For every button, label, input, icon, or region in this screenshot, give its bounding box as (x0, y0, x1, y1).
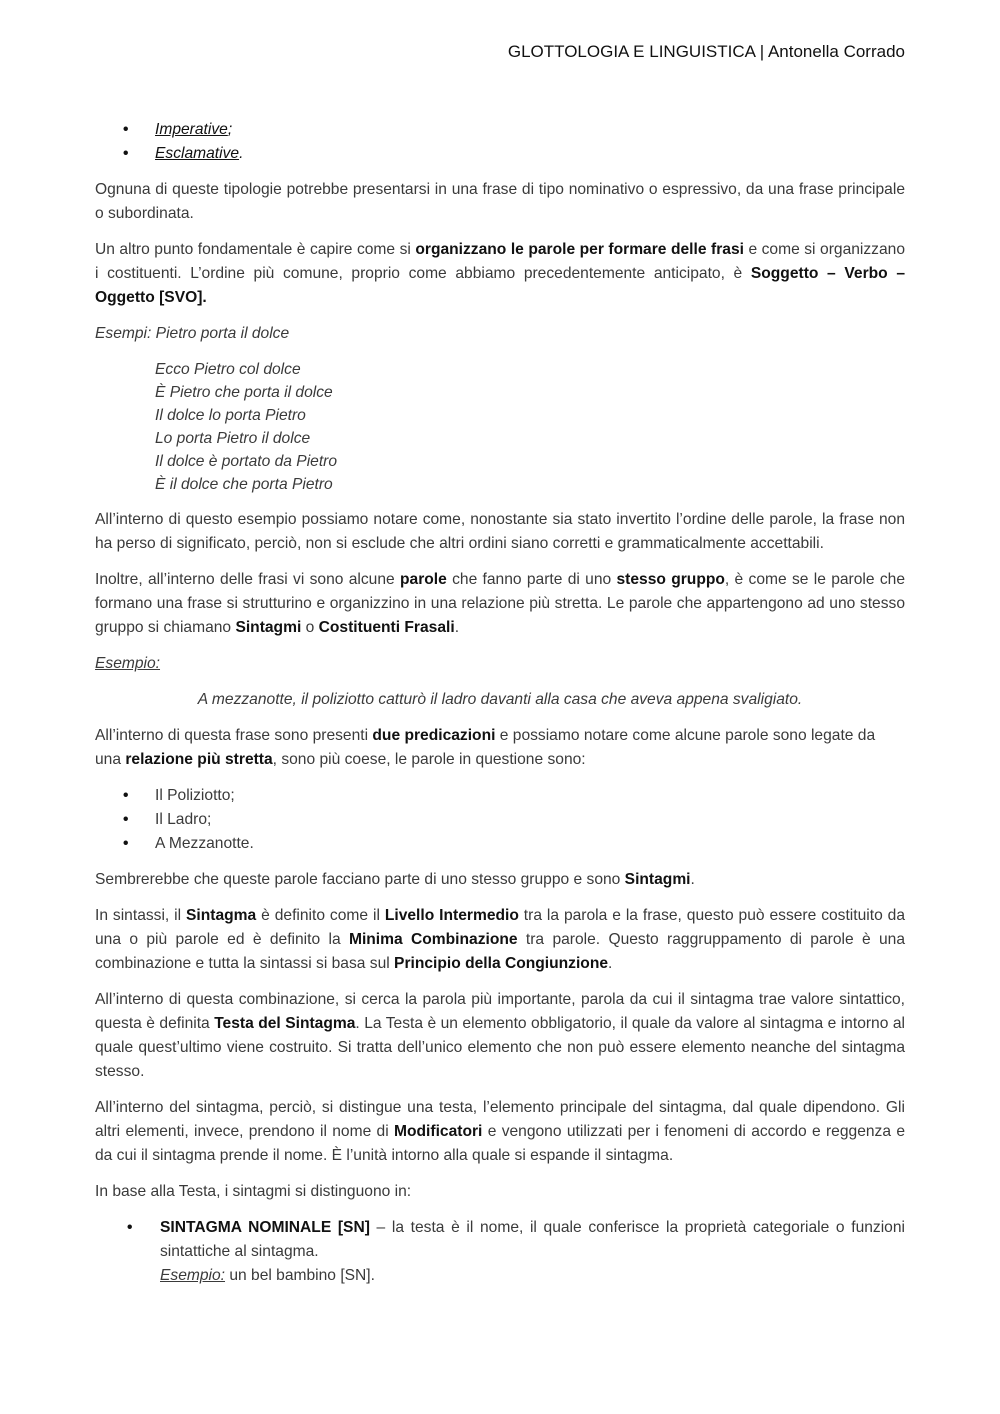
list-item: • Il Poliziotto; (95, 784, 905, 808)
sentence-types-list (95, 118, 905, 166)
examples-list (95, 358, 905, 496)
examples-label: Esempi: Pietro porta il dolce (95, 325, 290, 342)
sintagmi-list (95, 784, 905, 856)
example-line: È Pietro che porta il dolce (155, 384, 333, 401)
paragraph: All’interno di questo esempio possiamo notare come, nonostante sia stato invertito l’ordine delle parole, la frase non ha perso di significato, perciò, non si esclude che altri ordini siano corretti e grammaticalmente accettabili. (95, 511, 905, 552)
paragraph: Sembrerebbe che queste parole facciano parte di uno stesso gruppo e sono Sintagmi. (95, 871, 695, 888)
paragraph: All’interno del sintagma, perciò, si distingue una testa, l’elemento principale del sintagma, dal quale dipendono. Gli altri elementi, invece, prendono il nome di Modificatori e vengono utilizzati per i fenomeni di accordo e reggenza e da cui il sintagma prende il nome. È l’unità intorno alla quale si espande il sintagma. (95, 1099, 905, 1164)
sintagma-types-list (95, 1216, 905, 1288)
example-line: Ecco Pietro col dolce (155, 361, 301, 378)
paragraph: Inoltre, all’interno delle frasi vi sono alcune parole che fanno parte di uno stesso gruppo, è come se le parole che formano una frase si strutturino e organizzino in una relazione più stretta. Le parole che appartengono ad uno stesso gruppo si chiamano Sintagmi o Costituenti Frasali. (95, 571, 905, 636)
list-item: • Imperative; (95, 118, 905, 142)
esempio-label: Esempio: (95, 655, 161, 672)
paragraph: Un altro punto fondamentale è capire come si organizzano le parole per formare delle frasi e come si organizzano i costituenti. L’ordine più comune, proprio come abbiamo precedentemente anticipato, è Soggetto – Verbo – Oggetto [SVO]. (95, 241, 906, 306)
document-body (95, 118, 905, 1300)
paragraph: Ognuna di queste tipologie potrebbe presentarsi in una frase di tipo nominativo o espressivo, da una frase principale o subordinata. (95, 181, 905, 222)
example-line: È il dolce che porta Pietro (155, 476, 333, 493)
paragraph: In base alla Testa, i sintagmi si distinguono in: (95, 1183, 412, 1200)
paragraph: In sintassi, il Sintagma è definito come il Livello Intermedio tra la parola e la frase, questo può essere costituito da una o più parole ed è definito la Minima Combinazione tra parole. Questo raggruppamento di parole è una combinazione e tutta la sintassi si basa sul Principio della Congiunzione. (95, 907, 906, 972)
page-header: GLOTTOLOGIA E LINGUISTICA | Antonella Corrado (507, 42, 905, 61)
paragraph: All’interno di questa combinazione, si cerca la parola più importante, parola da cui il sintagma trae valore sintattico, questa è definita Testa del Sintagma. La Testa è un elemento obbligatorio, il quale da valore al sintagma e intorno al quale quest’ultimo viene costruito. Si tratta dell’unico elemento che non può essere elemento neanche del sintagma stesso. (95, 991, 906, 1080)
example-sentence: A mezzanotte, il poliziotto catturò il ladro davanti alla casa che aveva appena svaligiato. (197, 691, 803, 708)
list-item: • Il Ladro; (95, 808, 905, 832)
example-line: Lo porta Pietro il dolce (155, 430, 311, 447)
example-line: Il dolce è portato da Pietro (155, 453, 338, 470)
example-line: Il dolce lo porta Pietro (155, 407, 306, 424)
list-item: • SINTAGMA NOMINALE [SN] – la testa è il nome, il quale conferisce la proprietà categoriale o funzioni sintattiche al sintagma. Esempio: un bel bambino [SN]. (95, 1216, 905, 1288)
list-item: • Esclamative. (95, 142, 905, 166)
list-item: • A Mezzanotte. (95, 832, 905, 856)
paragraph: All’interno di questa frase sono presenti due predicazioni e possiamo notare come alcune parole sono legate da una relazione più stretta, sono più coese, le parole in questione sono: (95, 727, 876, 768)
